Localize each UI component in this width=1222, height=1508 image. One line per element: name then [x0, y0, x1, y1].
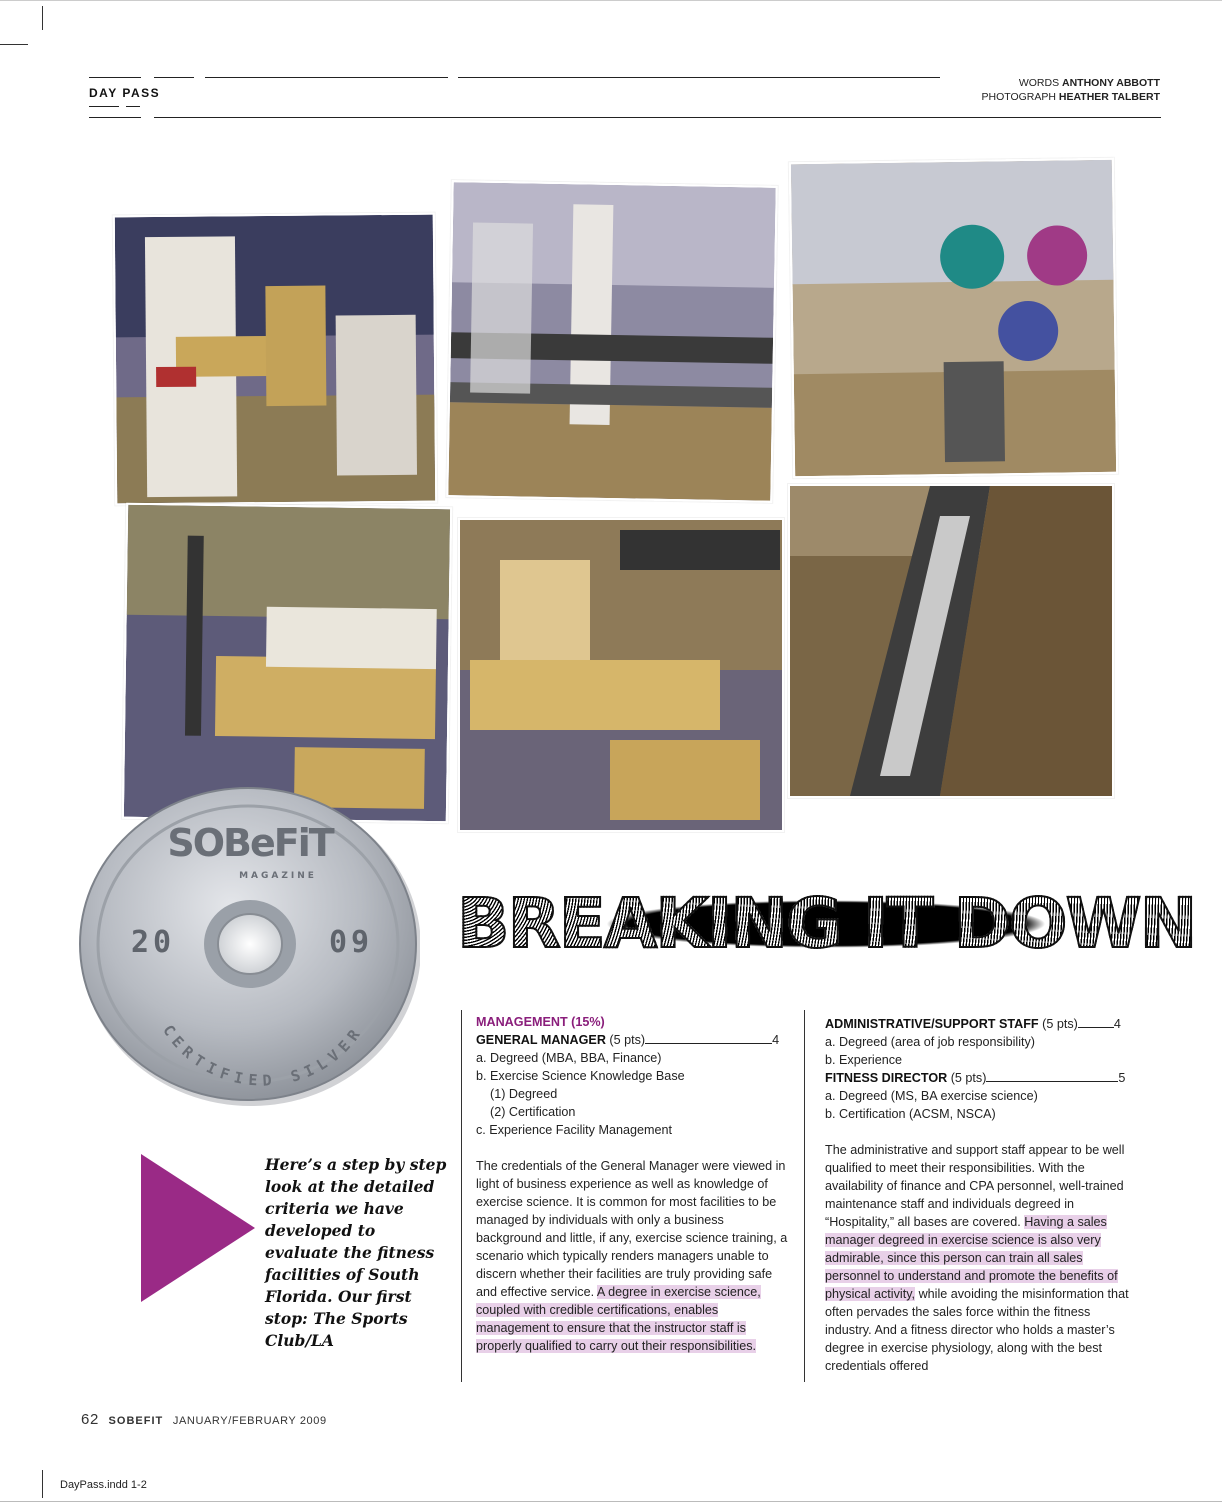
photo-cybex-machines: [113, 213, 438, 506]
file-slug: DayPass.indd 1-2: [60, 1479, 147, 1491]
column-staff: [825, 1015, 1137, 1375]
score-leader: [1078, 1027, 1114, 1028]
score-leader: [645, 1043, 772, 1044]
criterion-line: b. Exercise Science Knowledge Base: [476, 1069, 685, 1083]
crop-mark: [42, 6, 43, 30]
column-divider: [804, 1010, 805, 1382]
criterion-pts: (5 pts): [950, 1071, 987, 1085]
criterion-pts: (5 pts): [609, 1033, 646, 1047]
crop-mark: [0, 44, 28, 45]
credit-photo-name: HEATHER TALBERT: [1058, 91, 1160, 103]
header-rule: [126, 106, 140, 107]
credits: [981, 76, 1160, 104]
column-divider: [461, 1010, 462, 1382]
credit-words-label: WORDS: [1018, 77, 1060, 89]
photo-dumbbell-rack: [446, 180, 777, 503]
criterion-pts: (5 pts): [1042, 1017, 1078, 1031]
header-rule: [205, 77, 448, 78]
certified-silver-badge: [78, 786, 420, 1114]
criterion-score: 4: [772, 1033, 780, 1047]
body-text: The credentials of the General Manager were viewed in light of business experience as well as knowledge of exercise science. It is common for most facilities to be managed by individuals with only a business background and little, if any, exercise science training, a scenario which typically renders managers unable to discern whether their facilities are truly providing safe and effective service.: [476, 1159, 788, 1299]
criterion-line: c. Experience Facility Management: [476, 1123, 672, 1137]
criterion-title: GENERAL MANAGER: [476, 1033, 606, 1047]
headline-text: BREAKING IT DOWN: [457, 884, 1196, 964]
issue-date: JANUARY/FEBRUARY 2009: [172, 1415, 327, 1427]
highlighted-text: Having a sales manager degreed in exercise science is also very admirable, since this person can train all sales personnel to understand and promote the benefits of physical activity,: [825, 1215, 1118, 1301]
folio: [81, 1411, 327, 1428]
badge-ring-text: CERTIFIED SILVER: [159, 1021, 367, 1090]
photo-bench: [122, 503, 452, 824]
badge-year-left: 20: [130, 925, 176, 960]
body-paragraph: [476, 1157, 788, 1355]
page-number: 62: [81, 1411, 99, 1428]
intro-text: Here’s a step by step look at the detailed criteria we have developed to evaluate the fitness facilities of South Florida. Our first stop: The Sports Club/LA: [265, 1155, 447, 1350]
criterion-title: ADMINISTRATIVE/SUPPORT STAFF: [825, 1017, 1039, 1031]
criterion-row: [825, 1069, 1137, 1087]
criterion-line: b. Certification (ACSM, NSCA): [825, 1107, 996, 1121]
badge-sub: MAGAZINE: [239, 871, 317, 881]
headline: [457, 884, 1195, 964]
credit-words-name: ANTHONY ABBOTT: [1062, 77, 1160, 89]
intro-triangle: [141, 1154, 255, 1302]
criterion-line: b. Experience: [825, 1053, 903, 1067]
header-rule: [89, 77, 141, 78]
highlighted-text: A degree in exercise science, coupled with credible certifications, enables management to ensure that the instructor staff is properly qualified to carry out their responsibilities.: [476, 1285, 761, 1353]
body-paragraph: [825, 1141, 1137, 1375]
page-edge: [0, 0, 1222, 1]
photo-exercise-balls: [789, 158, 1118, 479]
body-text: The administrative and support staff appear to be well qualified to meet their responsibilities. With the availability of finance and CPA personnel, well-trained maintenance staff and individuals degreed in “Hospitality,” all bases are covered.: [825, 1143, 1125, 1229]
criterion-row: [825, 1015, 1137, 1033]
criterion-line: a. Degreed (MBA, BBA, Finance): [476, 1051, 662, 1065]
header-rule: [154, 117, 1161, 118]
section-label: DAY PASS: [89, 86, 161, 100]
photo-leg-machine: [458, 518, 784, 832]
criterion-line: a. Degreed (area of job responsibility): [825, 1035, 1036, 1049]
header-rule: [458, 77, 940, 78]
criterion-score: 4: [1113, 1017, 1121, 1031]
criterion-title: FITNESS DIRECTOR: [825, 1071, 948, 1085]
criterion-line: a. Degreed (MS, BA exercise science): [825, 1089, 1038, 1103]
criterion-row: [476, 1031, 788, 1049]
column-management: [476, 1013, 788, 1355]
badge-year-right: 09: [328, 925, 374, 960]
crop-mark: [42, 1470, 43, 1498]
criterion-subline: (2) Certification: [490, 1105, 576, 1119]
header-rule: [89, 106, 119, 107]
photo-dumbbell-row: [788, 484, 1114, 798]
body-text: while avoiding the misinformation that often pervades the sales force within the fitness industry. And a fitness director who holds a master’s degree in exercise physiology, along with the best credentials offered: [825, 1287, 1129, 1373]
section-management: MANAGEMENT (15%): [476, 1015, 605, 1029]
header-rule: [154, 77, 194, 78]
score-leader: [986, 1081, 1118, 1082]
badge-brand: SOBeFiT: [167, 821, 333, 865]
slug-rule: [0, 1501, 1222, 1502]
criterion-score: 5: [1118, 1071, 1126, 1085]
criterion-subline: (1) Degreed: [490, 1087, 558, 1101]
credit-photo-label: PHOTOGRAPH: [981, 91, 1056, 103]
magazine-name: SOBEFIT: [108, 1415, 164, 1427]
header-rule: [89, 117, 141, 118]
